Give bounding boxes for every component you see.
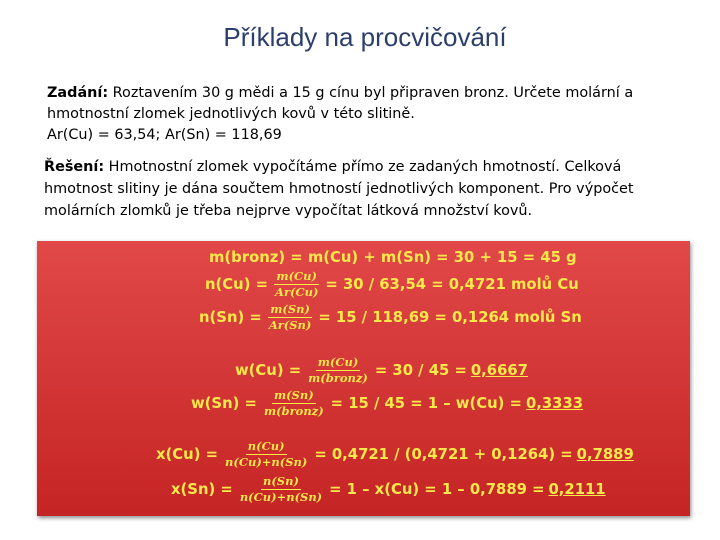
w-sn-result: 0,3333 (525, 395, 584, 412)
x-cu-equation: = 0,4721 / (0,4721 + 0,1264) = (314, 446, 573, 463)
w-cu-denominator: m(bronz) (308, 371, 368, 385)
x-cu-result: 0,7889 (576, 446, 634, 463)
n-cu-denominator: Ar(Cu) (275, 285, 319, 299)
calc-line-bronz-mass (209, 249, 577, 266)
calc-line-w-cu (233, 356, 530, 385)
n-cu-fraction (273, 270, 320, 299)
x-cu-label: x(Cu) = (156, 446, 219, 463)
calc-line-n-cu (203, 270, 581, 299)
x-sn-equation: = 1 – x(Cu) = 1 – 0,7889 = (329, 481, 545, 498)
calc-line-w-sn (189, 389, 585, 418)
x-sn-numerator: n(Sn) (263, 474, 299, 488)
n-sn-numerator: m(Sn) (270, 302, 310, 316)
w-cu-result: 0,6667 (470, 362, 528, 379)
n-sn-label: n(Sn) = (199, 309, 262, 326)
solution-text: Hmotnostní zlomek vypočítáme přímo ze zadaných hmotností. Celková hmotnost slitiny je dána součtem hmotností jednotlivých komponent. Pro výpočet molárních zlomků je třeba nejprve vypočítat látková množství kovů. (44, 159, 634, 219)
n-cu-label: n(Cu) = (205, 276, 269, 293)
x-sn-fraction (238, 475, 324, 504)
calculation-panel (37, 241, 690, 516)
x-sn-label: x(Sn) = (171, 481, 233, 498)
x-sn-result: 0,2111 (548, 481, 606, 498)
solution-block (44, 156, 694, 222)
w-sn-equation: = 15 / 45 = 1 – w(Cu) = (330, 395, 522, 412)
n-sn-fraction (267, 303, 314, 332)
n-cu-result: = 30 / 63,54 = 0,4721 molů Cu (325, 276, 579, 293)
calc-line-x-sn (169, 475, 608, 504)
w-sn-fraction (262, 389, 326, 418)
calc-line-n-sn (197, 303, 584, 332)
x-sn-denominator: n(Cu)+n(Sn) (239, 490, 323, 504)
calc-line-x-cu (154, 440, 636, 469)
x-cu-fraction (223, 440, 309, 469)
w-cu-fraction (306, 356, 370, 385)
w-cu-label: w(Cu) = (235, 362, 302, 379)
assignment-block (47, 83, 687, 146)
n-sn-result: = 15 / 118,69 = 0,1264 molů Sn (318, 309, 582, 326)
assignment-text: Roztavením 30 g mědi a 15 g cínu byl připraven bronz. Určete molární a hmotnostní zlomek jednotlivých kovů v této slitině. (47, 85, 634, 122)
w-cu-equation: = 30 / 45 = (374, 362, 467, 379)
solution-label: Řešení: (44, 159, 105, 175)
x-cu-denominator: n(Cu)+n(Sn) (225, 455, 308, 469)
n-cu-numerator: m(Cu) (276, 269, 317, 283)
assignment-label: Zadání: (47, 85, 109, 101)
w-sn-denominator: m(bronz) (263, 404, 324, 418)
w-sn-numerator: m(Sn) (273, 388, 314, 402)
x-cu-numerator: n(Cu) (247, 439, 285, 453)
page-title: Příklady na procvičování (223, 22, 507, 52)
bronz-mass-text: m(bronz) = m(Cu) + m(Sn) = 30 + 15 = 45 g (209, 249, 577, 266)
atomic-masses: Ar(Cu) = 63,54; Ar(Sn) = 118,69 (47, 127, 282, 143)
w-cu-numerator: m(Cu) (317, 355, 359, 369)
w-sn-label: w(Sn) = (191, 395, 257, 412)
n-sn-denominator: Ar(Sn) (268, 318, 312, 332)
